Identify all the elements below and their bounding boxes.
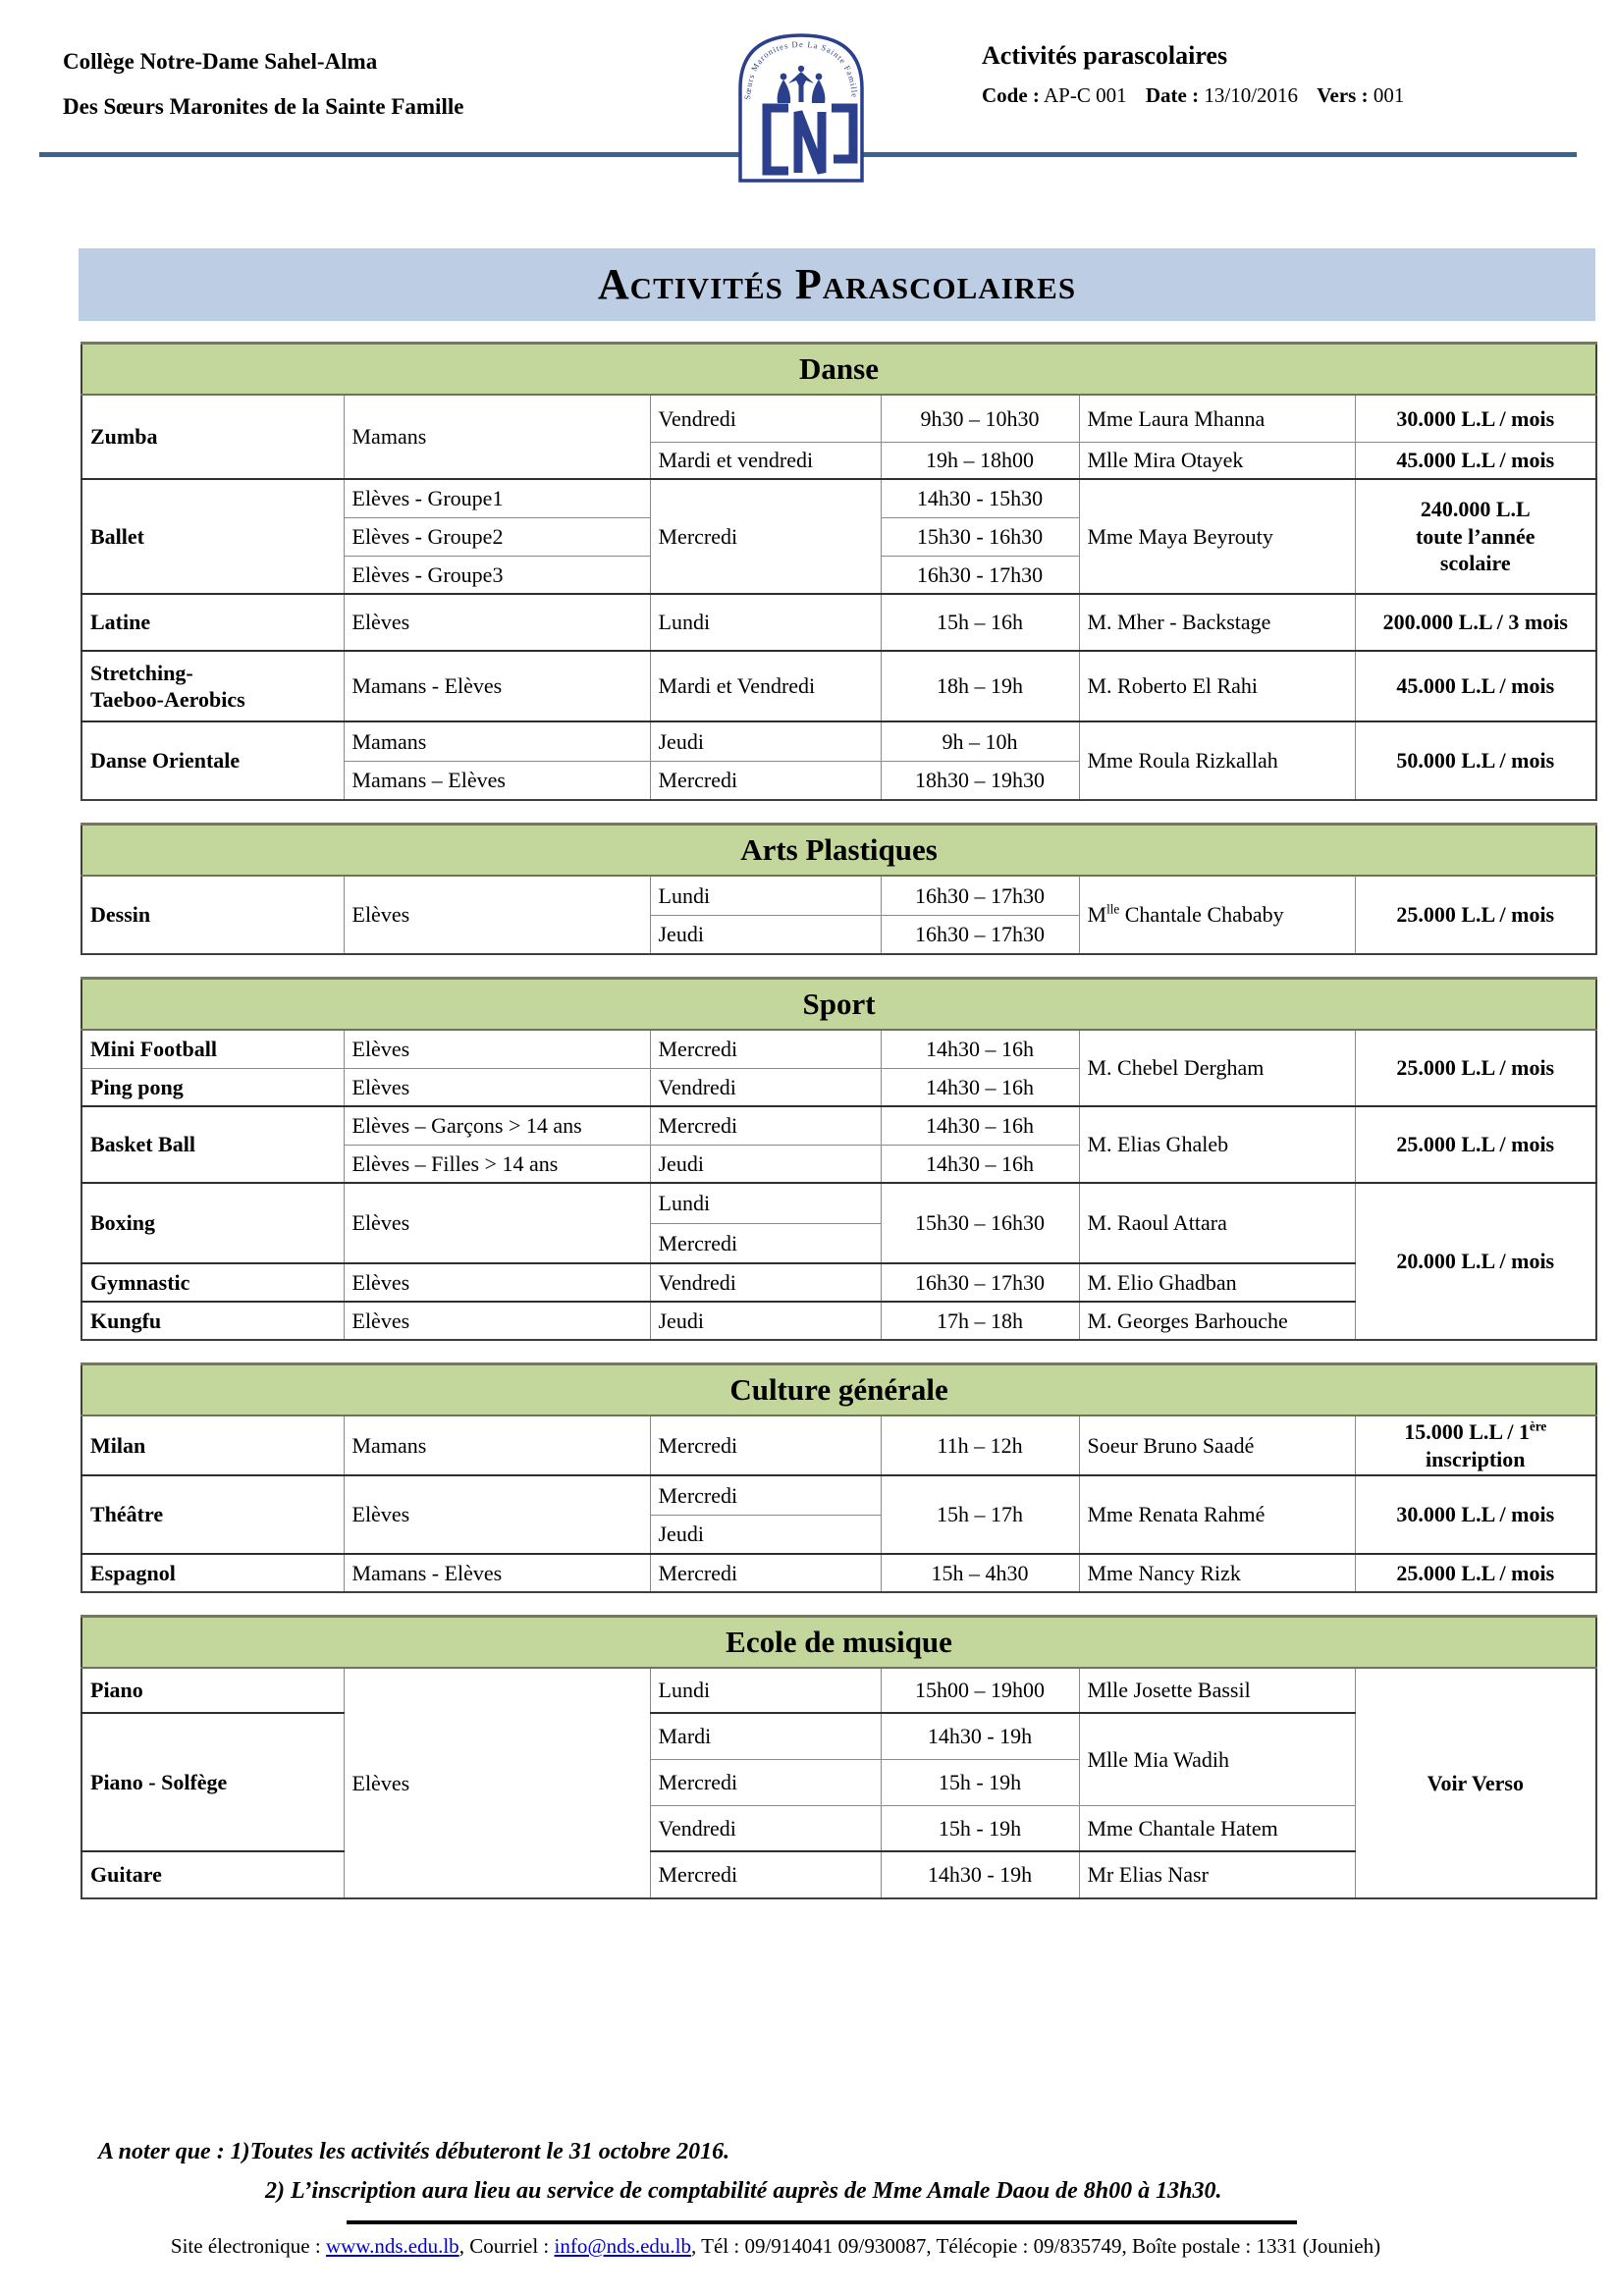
table-cell: Lundi <box>650 1183 881 1223</box>
table-cell: Mercredi <box>650 479 881 594</box>
table-cell: Basket Ball <box>81 1106 344 1183</box>
table-cell: Kungfu <box>81 1302 344 1340</box>
table-cell: 11h – 12h <box>881 1415 1079 1475</box>
table-cell: Dessin <box>81 876 344 954</box>
table-cell: Espagnol <box>81 1554 344 1592</box>
table-cell: M. Elio Ghadban <box>1079 1263 1355 1302</box>
notes-block <box>98 2132 1551 2211</box>
table-cell: Danse Orientale <box>81 721 344 800</box>
table-cell: 14h30 – 16h <box>881 1068 1079 1106</box>
table-row <box>81 1554 1596 1592</box>
table-cell: Lundi <box>650 876 881 915</box>
table-cell: M. Elias Ghaleb <box>1079 1106 1355 1183</box>
note-line2: 2) L’inscription aura lieu au service de comptabilité auprès de Mme Amale Daou de 8h00 à 13h30. <box>265 2178 1222 2204</box>
page-title: Activités Parascolaires <box>597 260 1077 308</box>
table-cell: 15h00 – 19h00 <box>881 1668 1079 1713</box>
document-title: Activités parascolaires <box>982 41 1228 70</box>
table-cell: 45.000 L.L / mois <box>1355 442 1596 479</box>
section-table <box>81 342 1597 801</box>
table-cell: Stretching- Taeboo-Aerobics <box>81 651 344 721</box>
table-cell: Mercredi <box>650 761 881 800</box>
table-cell: Guitare <box>81 1851 344 1898</box>
table-cell: 30.000 L.L / mois <box>1355 1475 1596 1554</box>
table-cell: M. Mher - Backstage <box>1079 594 1355 651</box>
footer-contact-rest: , Tél : 09/914041 09/930087, Télécopie : 09/835749, Boîte postale : 1331 (Jounieh) <box>691 2234 1381 2258</box>
table-row <box>81 721 1596 761</box>
table-cell: Latine <box>81 594 344 651</box>
table-cell: Jeudi <box>650 915 881 954</box>
table-cell: Mamans <box>344 721 650 761</box>
table-cell: Jeudi <box>650 1145 881 1183</box>
activities-tables <box>81 342 1597 1921</box>
table-cell: Lundi <box>650 1668 881 1713</box>
table-cell: 240.000 L.L toute l’année scolaire <box>1355 479 1596 594</box>
table-cell: Mamans <box>344 395 650 479</box>
table-cell: Théâtre <box>81 1475 344 1554</box>
table-cell: Mamans – Elèves <box>344 761 650 800</box>
table-cell: Jeudi <box>650 721 881 761</box>
table-cell: 17h – 18h <box>881 1302 1079 1340</box>
footer-courriel-label: , Courriel : <box>458 2234 555 2258</box>
table-cell: 16h30 – 17h30 <box>881 876 1079 915</box>
meta-code-value: AP-C 001 <box>1044 83 1127 107</box>
section-table <box>81 1362 1597 1593</box>
table-cell: Piano - Solfège <box>81 1713 344 1851</box>
table-cell: Elèves <box>344 1030 650 1068</box>
table-cell: M. Raoul Attara <box>1079 1183 1355 1263</box>
section-title: Ecole de musique <box>81 1617 1596 1669</box>
table-cell: Mercredi <box>650 1030 881 1068</box>
table-cell: 25.000 L.L / mois <box>1355 876 1596 954</box>
footer-divider-rule <box>347 2220 1297 2224</box>
footer-contact-line <box>0 2234 1551 2259</box>
table-cell: Mlle Mia Wadih <box>1079 1713 1355 1805</box>
table-cell: Jeudi <box>650 1302 881 1340</box>
table-row <box>81 1475 1596 1515</box>
table-cell: 18h30 – 19h30 <box>881 761 1079 800</box>
table-row <box>81 1183 1596 1223</box>
meta-vers-value: 001 <box>1373 83 1405 107</box>
table-cell: Mme Maya Beyrouty <box>1079 479 1355 594</box>
table-cell: 25.000 L.L / mois <box>1355 1030 1596 1106</box>
table-cell: Mercredi <box>650 1223 881 1263</box>
table-row <box>81 876 1596 915</box>
table-cell: Mamans <box>344 1415 650 1475</box>
table-cell: Milan <box>81 1415 344 1475</box>
section-title: Arts Plastiques <box>81 825 1596 877</box>
table-cell: Mini Football <box>81 1030 344 1068</box>
table-cell: Mercredi <box>650 1415 881 1475</box>
school-logo-svg <box>718 26 885 183</box>
table-cell: Lundi <box>650 594 881 651</box>
table-cell: Elèves - Groupe2 <box>344 517 650 556</box>
table-cell: Elèves – Garçons > 14 ans <box>344 1106 650 1145</box>
table-cell: 14h30 - 19h <box>881 1713 1079 1759</box>
table-cell: Elèves <box>344 1068 650 1106</box>
section-title: Culture générale <box>81 1364 1596 1416</box>
table-cell: Elèves <box>344 876 650 954</box>
table-row <box>81 479 1596 517</box>
table-cell: 15h30 – 16h30 <box>881 1183 1079 1263</box>
table-cell: Mardi et Vendredi <box>650 651 881 721</box>
section-table <box>81 977 1597 1341</box>
table-cell: 16h30 – 17h30 <box>881 1263 1079 1302</box>
table-cell: Mardi <box>650 1713 881 1759</box>
table-cell: Mlle Mira Otayek <box>1079 442 1355 479</box>
table-cell: Voir Verso <box>1355 1668 1596 1898</box>
meta-date-label: Date : <box>1145 83 1200 107</box>
table-cell: M. Roberto El Rahi <box>1079 651 1355 721</box>
table-cell: Mardi et vendredi <box>650 442 881 479</box>
table-cell: Ping pong <box>81 1068 344 1106</box>
table-cell: 50.000 L.L / mois <box>1355 721 1596 800</box>
table-cell: 16h30 - 17h30 <box>881 556 1079 594</box>
table-cell: 18h – 19h <box>881 651 1079 721</box>
table-cell: M. Georges Barhouche <box>1079 1302 1355 1340</box>
meta-code-label: Code : <box>982 83 1040 107</box>
table-cell: Zumba <box>81 395 344 479</box>
section-title: Sport <box>81 979 1596 1031</box>
table-cell: 15h30 - 16h30 <box>881 517 1079 556</box>
table-cell: 9h30 – 10h30 <box>881 395 1079 442</box>
footer-site-label: Site électronique : <box>170 2234 326 2258</box>
table-cell: 45.000 L.L / mois <box>1355 651 1596 721</box>
table-cell: 15.000 L.L / 1ère inscription <box>1355 1415 1596 1475</box>
school-name-line2: Des Sœurs Maronites de la Sainte Famille <box>63 94 464 119</box>
table-row <box>81 1668 1596 1713</box>
section-table <box>81 1615 1597 1899</box>
table-cell: Elèves - Groupe1 <box>344 479 650 517</box>
table-cell: 200.000 L.L / 3 mois <box>1355 594 1596 651</box>
section-title: Danse <box>81 344 1596 396</box>
section-table <box>81 823 1597 955</box>
table-row <box>81 594 1596 651</box>
table-cell: Gymnastic <box>81 1263 344 1302</box>
table-cell: 14h30 – 16h <box>881 1030 1079 1068</box>
logo-arc-text: Sœurs Maronites De La Sainte Famille <box>742 38 860 100</box>
table-cell: $M^{lle}$ Chantale Chababy <box>1079 876 1355 954</box>
table-cell: Elèves - Groupe3 <box>344 556 650 594</box>
table-cell: 15h – 16h <box>881 594 1079 651</box>
table-cell: Mercredi <box>650 1759 881 1805</box>
table-cell: 25.000 L.L / mois <box>1355 1106 1596 1183</box>
table-cell: Ballet <box>81 479 344 594</box>
document-info-block <box>982 41 1418 108</box>
table-row <box>81 651 1596 721</box>
table-row <box>81 1106 1596 1145</box>
table-cell: 14h30 - 15h30 <box>881 479 1079 517</box>
table-cell: 15h – 4h30 <box>881 1554 1079 1592</box>
table-cell: Piano <box>81 1668 344 1713</box>
table-cell: 15h – 17h <box>881 1475 1079 1554</box>
table-cell: Mercredi <box>650 1106 881 1145</box>
school-name-line1: Collège Notre-Dame Sahel-Alma <box>63 49 378 74</box>
table-cell: Boxing <box>81 1183 344 1263</box>
table-cell: Mamans - Elèves <box>344 651 650 721</box>
table-cell: Mme Roula Rizkallah <box>1079 721 1355 800</box>
table-cell: Elèves <box>344 1668 650 1898</box>
table-cell: Mr Elias Nasr <box>1079 1851 1355 1898</box>
table-cell: Elèves <box>344 1302 650 1340</box>
note-line1: A noter que : 1)Toutes les activités débuteront le 31 octobre 2016. <box>98 2139 730 2164</box>
table-cell: 14h30 – 16h <box>881 1106 1079 1145</box>
table-cell: 20.000 L.L / mois <box>1355 1183 1596 1340</box>
table-cell: Vendredi <box>650 1068 881 1106</box>
table-cell: M. Chebel Dergham <box>1079 1030 1355 1106</box>
footer-email-link[interactable]: info@nds.edu.lb <box>554 2234 692 2258</box>
table-row <box>81 395 1596 442</box>
page-title-banner <box>79 248 1595 321</box>
table-cell: Mercredi <box>650 1554 881 1592</box>
table-cell: 14h30 - 19h <box>881 1851 1079 1898</box>
table-cell: Mme Renata Rahmé <box>1079 1475 1355 1554</box>
table-cell: 19h – 18h00 <box>881 442 1079 479</box>
table-cell: Jeudi <box>650 1515 881 1554</box>
table-cell: Elèves – Filles > 14 ans <box>344 1145 650 1183</box>
table-cell: Elèves <box>344 594 650 651</box>
table-cell: 30.000 L.L / mois <box>1355 395 1596 442</box>
document-meta <box>982 83 1418 108</box>
table-cell: 25.000 L.L / mois <box>1355 1554 1596 1592</box>
table-cell: Mamans - Elèves <box>344 1554 650 1592</box>
table-cell: Elèves <box>344 1183 650 1263</box>
school-logo <box>718 26 885 183</box>
table-cell: Soeur Bruno Saadé <box>1079 1415 1355 1475</box>
table-cell: Mlle Josette Bassil <box>1079 1668 1355 1713</box>
table-row <box>81 1030 1596 1068</box>
table-cell: Elèves <box>344 1475 650 1554</box>
table-cell: Vendredi <box>650 1805 881 1851</box>
meta-date-value: 13/10/2016 <box>1204 83 1299 107</box>
table-cell: Mme Laura Mhanna <box>1079 395 1355 442</box>
table-cell: 9h – 10h <box>881 721 1079 761</box>
table-cell: Elèves <box>344 1263 650 1302</box>
table-row <box>81 1415 1596 1475</box>
table-cell: Mercredi <box>650 1851 881 1898</box>
meta-vers-label: Vers : <box>1317 83 1369 107</box>
table-cell: 15h - 19h <box>881 1805 1079 1851</box>
table-cell: Vendredi <box>650 395 881 442</box>
table-cell: Mercredi <box>650 1475 881 1515</box>
table-cell: Vendredi <box>650 1263 881 1302</box>
table-cell: 14h30 – 16h <box>881 1145 1079 1183</box>
table-cell: Mme Chantale Hatem <box>1079 1805 1355 1851</box>
table-cell: 16h30 – 17h30 <box>881 915 1079 954</box>
table-cell: Mme Nancy Rizk <box>1079 1554 1355 1592</box>
school-name-block <box>63 39 463 130</box>
table-cell: 15h - 19h <box>881 1759 1079 1805</box>
footer-website-link[interactable]: www.nds.edu.lb <box>325 2234 459 2258</box>
